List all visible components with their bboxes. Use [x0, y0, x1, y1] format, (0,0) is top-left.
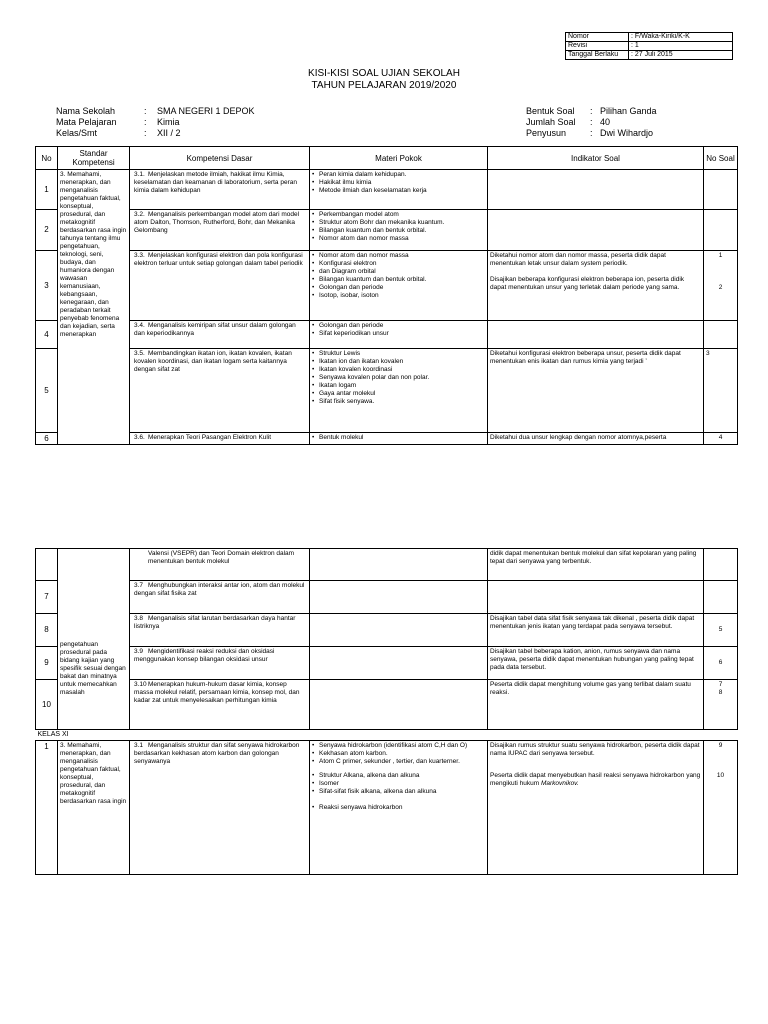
- materi-pokok-cell: [310, 251, 488, 321]
- row-number: 9: [36, 647, 58, 680]
- kisi-kisi-table-page1: [35, 146, 738, 445]
- kd-text: Menerapkan hukum-hukum dasar kimia, konsep massa molekul relatif, persamaan kimia, konsep mol, dan kadar zat untuk menyelesaikan perhitungan kimia: [134, 681, 300, 704]
- info-label: Mata Pelajaran: [56, 117, 117, 127]
- materi-pokok-cell: [310, 581, 488, 614]
- meta-label: Nomor: [566, 33, 629, 42]
- kelas-label-row: [36, 730, 738, 741]
- indikator-cell: Diketahui dua unsur lengkap dengan nomor atomnya,peserta: [488, 433, 704, 445]
- header-kompetensi-dasar: Kompetensi Dasar: [130, 147, 310, 170]
- no-soal-cell: 5: [704, 614, 738, 647]
- materi-item: • Peran kimia dalam kehidupan.: [312, 171, 485, 179]
- table-row: [36, 321, 738, 349]
- info-label: Penyusun: [526, 128, 567, 138]
- table-row: [36, 581, 738, 614]
- meta-row: [566, 51, 733, 60]
- kompetensi-dasar-cell: [130, 170, 310, 210]
- kompetensi-dasar-cell: [130, 614, 310, 647]
- no-soal-value: 7: [718, 681, 723, 688]
- indikator-cell: [488, 321, 704, 349]
- kd-number: 3.6.: [134, 434, 145, 441]
- materi-item: • Isomer: [312, 780, 485, 788]
- kompetensi-dasar-cell: [130, 210, 310, 251]
- no-soal-cell: [704, 321, 738, 349]
- table-header-row: [36, 147, 738, 170]
- info-sep: :: [590, 128, 593, 138]
- kompetensi-dasar-cell: [130, 741, 310, 875]
- indikator-cell: [488, 581, 704, 614]
- info-sep: :: [590, 117, 593, 127]
- row-number: 7: [36, 581, 58, 614]
- materi-item: • dan Diagram orbital: [312, 268, 485, 276]
- row-number: 8: [36, 614, 58, 647]
- info-sep: :: [144, 106, 147, 116]
- info-value: XII / 2: [157, 128, 181, 138]
- materi-item: • Bilangan kuantum dan bentuk orbital.: [312, 276, 485, 284]
- header-no-soal: No Soal: [704, 147, 738, 170]
- info-value: Pilihan Ganda: [600, 106, 657, 116]
- indikator-cell: Disajikan tabel data sifat fisik senyawa tak dikenal , peserta didik dapat menentukan jenis ikatan yang terdapat pada senyawa tersebut.: [488, 614, 704, 647]
- row-number: [36, 549, 58, 581]
- indikator-text: Diketahui nomor atom dan nomor massa, peserta didik dapat menentukan letak unsur dalam system periodik.: [490, 252, 666, 267]
- kd-text: Membandingkan ikatan ion, ikatan kovalen, ikatan kovalen koordinasi, dan ikatan logam serta kaitannya dengan sifat zat: [134, 350, 292, 373]
- kd-number: 3.5.: [134, 350, 145, 357]
- materi-item: • Ikatan kovalen koordinasi: [312, 366, 485, 374]
- meta-value: : F/Waka-Kiriki/K-K: [629, 33, 733, 42]
- kisi-kisi-table-page2: [35, 548, 738, 875]
- materi-item: • Bentuk molekul: [312, 434, 485, 442]
- table-row: [36, 614, 738, 647]
- kd-number: 3.1.: [134, 171, 145, 178]
- info-value: SMA NEGERI 1 DEPOK: [157, 106, 255, 116]
- table-row: [36, 741, 738, 875]
- indikator-cell: Disajikan tabel beberapa kation, anion, rumus senyawa dan nama senyawa, peserta didik dapat menentukan hubungan yang paling tepat pada data tersebut.: [488, 647, 704, 680]
- materi-pokok-cell: [310, 549, 488, 581]
- row-number: 3: [36, 251, 58, 321]
- materi-item: • Struktur atom Bohr dan mekanika kuantum.: [312, 219, 485, 227]
- kd-text: Mengidentifikasi reaksi reduksi dan oksidasi menggunakan konsep bilangan oksidasi unsur: [134, 648, 275, 663]
- kompetensi-dasar-cell: Valensi (VSEPR) dan Teori Domain elektron dalam menentukan bentuk molekul: [130, 549, 310, 581]
- materi-pokok-cell: [310, 170, 488, 210]
- indikator-text: Disajikan beberapa konfigurasi elektron beberapa ion, peserta didik dapat menentukan unsur yang terletak dalam periode yang sama.: [490, 276, 685, 291]
- document-subtitle: TAHUN PELAJARAN 2019/2020: [311, 80, 457, 91]
- kd-number: 3.2.: [134, 211, 145, 218]
- materi-item: • Sifat fisik senyawa.: [312, 398, 485, 406]
- empty-cell: [130, 730, 310, 741]
- no-soal-cell: [704, 741, 738, 875]
- info-sep: :: [144, 128, 147, 138]
- kelas-label: KELAS XI: [36, 730, 130, 741]
- kompetensi-dasar-cell: [130, 680, 310, 730]
- kompetensi-dasar-cell: [130, 251, 310, 321]
- materi-item: • Hakikat ilmu kimia: [312, 179, 485, 187]
- indikator-cell: [488, 210, 704, 251]
- kd-text: Menjelaskan konfigurasi elektron dan pola konfigurasi elektron terluar untuk setiap golongan dalam tabel periodik: [134, 252, 303, 267]
- no-soal-cell: [704, 251, 738, 321]
- materi-pokok-cell: [310, 647, 488, 680]
- row-number: 2: [36, 210, 58, 251]
- kd-text: Menganalisis sifat larutan berdasarkan daya hantar listriknya: [134, 615, 296, 630]
- document-title: KISI-KISI SOAL UJIAN SEKOLAH: [308, 68, 460, 79]
- no-soal-cell: [704, 170, 738, 210]
- materi-item: • Nomor atom dan nomor massa: [312, 252, 485, 260]
- materi-item: • Golongan dan periode: [312, 284, 485, 292]
- meta-label: Tanggal Berlaku: [566, 51, 629, 60]
- table-row: [36, 210, 738, 251]
- materi-item: • Golongan dan periode: [312, 322, 485, 330]
- row-number: 4: [36, 321, 58, 349]
- materi-item: • Atom C primer, sekunder , tertier, dan kuarterner.: [312, 758, 485, 766]
- empty-cell: [310, 730, 488, 741]
- no-soal-cell: [704, 680, 738, 730]
- header-indikator-soal: Indikator Soal: [488, 147, 704, 170]
- no-soal-value: 2: [718, 284, 723, 291]
- row-number: 10: [36, 680, 58, 730]
- header-materi-pokok: Materi Pokok: [310, 147, 488, 170]
- materi-item: • Ikatan ion dan ikatan kovalen: [312, 358, 485, 366]
- standar-kompetensi-cell: pengetahuan prosedural pada bidang kajian yang spesifik sesuai dengan bakat dan minatnya untuk memecahkan masalah: [58, 549, 130, 730]
- materi-item: • Reaksi senyawa hidrokarbon: [312, 804, 485, 812]
- materi-item: • Sifat keperiodikan unsur: [312, 330, 485, 338]
- materi-item: • Sifat-sifat fisik alkana, alkena dan alkuna: [312, 788, 485, 796]
- materi-item: • Senyawa kovalen polar dan non polar.: [312, 374, 485, 382]
- materi-item: • Metode ilmiah dan keselamatan kerja: [312, 187, 485, 195]
- kompetensi-dasar-cell: [130, 581, 310, 614]
- kd-number: 3.4.: [134, 322, 145, 329]
- kd-number: 3.7: [134, 582, 144, 589]
- no-soal-value: 1: [718, 252, 723, 259]
- indikator-text: Disajikan rumus struktur suatu senyawa hidrokarbon, peserta didik dapat nama IUPAC dari senyawa tersebut.: [490, 742, 700, 757]
- kompetensi-dasar-cell: [130, 647, 310, 680]
- materi-pokok-cell: [310, 680, 488, 730]
- materi-pokok-cell: [310, 741, 488, 875]
- materi-item: • Ikatan logam: [312, 382, 485, 390]
- kompetensi-dasar-cell: [130, 433, 310, 445]
- kd-number: 3.1: [134, 742, 144, 749]
- table-row: [36, 251, 738, 321]
- no-soal-value: 9: [718, 742, 723, 749]
- materi-item: • Senyawa hidrokarbon (identifikasi atom C,H dan O): [312, 742, 485, 750]
- indikator-cell: [488, 251, 704, 321]
- row-number: 1: [36, 741, 58, 875]
- info-value: Kimia: [157, 117, 180, 127]
- no-soal-cell: [704, 549, 738, 581]
- indikator-italic-term: Markovnikov.: [540, 780, 579, 787]
- standar-kompetensi-cell: 3. Memahami, menerapkan, dan menganalisis pengetahuan faktual, konseptual, prosedural, dan metakognitif berdasarkan rasa ingin tahunya tentang ilmu pengetahuan, teknologi, seni, budaya, dan humaniora dengan wawasan kemanusiaan, kebangsaan, kenegaraan, dan peradaban terkait penyebab fenomena dan kejadian, serta menerapkan: [58, 170, 130, 445]
- kd-text: Menghubungkan interaksi antar ion, atom dan molekul dengan sifat fisika zat: [134, 582, 305, 597]
- table-row-continuation: [36, 549, 738, 581]
- no-soal-cell: [704, 581, 738, 614]
- row-number: 6: [36, 433, 58, 445]
- kd-text: Menerapkan Teori Pasangan Elektron Kulit: [148, 434, 272, 441]
- meta-label: Revisi: [566, 42, 629, 51]
- info-sep: :: [590, 106, 593, 116]
- meta-row: [566, 33, 733, 42]
- materi-item: • Perkembangan model atom: [312, 211, 485, 219]
- table-row: [36, 349, 738, 433]
- materi-item: • Nomor atom dan nomor massa: [312, 235, 485, 243]
- table-row: [36, 647, 738, 680]
- kd-text: Menganalisis kemiripan sifat unsur dalam golongan dan keperiodikannya: [134, 322, 296, 337]
- info-sep: :: [144, 117, 147, 127]
- kd-text: Menjelaskan metode ilmiah, hakikat ilmu Kimia, keselamatan dan keamanan di laboratorium, serta peran kimia dalam kehidupan: [134, 171, 297, 194]
- indikator-text-part: Peserta didik dapat menyebutkan hasil reaksi senyawa hidrokarbon yang mengikuti hukum: [490, 772, 701, 787]
- kd-text: Menganalisis struktur dan sifat senyawa hidrokarbon berdasarkan kekhasan atom karbon dan golongan senyawanya: [134, 742, 300, 765]
- kd-number: 3.9: [134, 648, 144, 655]
- row-number: 1: [36, 170, 58, 210]
- indikator-cell: [488, 741, 704, 875]
- materi-item: • Gaya antar molekul: [312, 390, 485, 398]
- kd-number: 3.3.: [134, 252, 145, 259]
- materi-pokok-cell: [310, 321, 488, 349]
- kompetensi-dasar-cell: [130, 321, 310, 349]
- info-label: Jumlah Soal: [526, 117, 576, 127]
- info-label: Bentuk Soal: [526, 106, 575, 116]
- table-row: [36, 680, 738, 730]
- materi-pokok-cell: [310, 614, 488, 647]
- indikator-cell: Diketahui konfigurasi elektron beberapa unsur, peserta didik dapat menentukan enis ikatan dan rumus kimia yang terjadi ’: [488, 349, 704, 433]
- no-soal-value: 10: [716, 772, 725, 779]
- materi-item: • Kekhasan atom karbon.: [312, 750, 485, 758]
- info-label: Kelas/Smt: [56, 128, 98, 138]
- meta-value: : 1: [629, 42, 733, 51]
- kd-number: 3.10: [134, 681, 147, 688]
- no-soal-cell: 3: [704, 349, 738, 433]
- info-value: Dwi Wihardjo: [600, 128, 654, 138]
- table-row: [36, 433, 738, 445]
- materi-item: • Struktur Alkana, alkena dan alkuna: [312, 772, 485, 780]
- header-standar-kompetensi: Standar Kompetensi: [58, 147, 130, 170]
- indikator-cell: Peserta didik dapat menghitung volume gas yang terlibat dalam suatu reaksi.: [488, 680, 704, 730]
- kd-number: 3.8: [134, 615, 144, 622]
- no-soal-cell: 4: [704, 433, 738, 445]
- indikator-cell: didik dapat menentukan bentuk molekul dan sifat kepolaran yang paling tepat dari senyawa yang terbentuk.: [488, 549, 704, 581]
- materi-item: • Konfigurasi elektron: [312, 260, 485, 268]
- materi-pokok-cell: [310, 349, 488, 433]
- materi-pokok-cell: [310, 433, 488, 445]
- standar-kompetensi-cell: 3. Memahami, menerapkan, dan menganalisis pengetahuan faktual, konseptual, prosedural, dan metakognitif berdasarkan rasa ingin: [58, 741, 130, 875]
- empty-cell: [488, 730, 704, 741]
- materi-item: • Isotop, isobar, isoton: [312, 292, 485, 300]
- info-value: 40: [600, 117, 611, 127]
- indikator-cell: [488, 170, 704, 210]
- row-number: 5: [36, 349, 58, 433]
- document-meta-table: [565, 32, 733, 60]
- info-label: Nama Sekolah: [56, 106, 116, 116]
- meta-row: [566, 42, 733, 51]
- materi-item: • Bilangan kuantum dan bentuk orbital.: [312, 227, 485, 235]
- table-row: [36, 170, 738, 210]
- meta-value: : 27 Juli 2015: [629, 51, 733, 60]
- kompetensi-dasar-cell: [130, 349, 310, 433]
- indikator-text: [490, 772, 701, 788]
- no-soal-value: 8: [718, 689, 723, 696]
- materi-item: • Struktur Lewis: [312, 350, 485, 358]
- kd-text: Menganalisis perkembangan model atom dari model atom Dalton, Thomson, Rutherford, Bohr, dan Mekanika Gelombang: [134, 211, 300, 234]
- no-soal-cell: 6: [704, 647, 738, 680]
- empty-cell: [704, 730, 738, 741]
- no-soal-cell: [704, 210, 738, 251]
- header-no: No: [36, 147, 58, 170]
- materi-pokok-cell: [310, 210, 488, 251]
